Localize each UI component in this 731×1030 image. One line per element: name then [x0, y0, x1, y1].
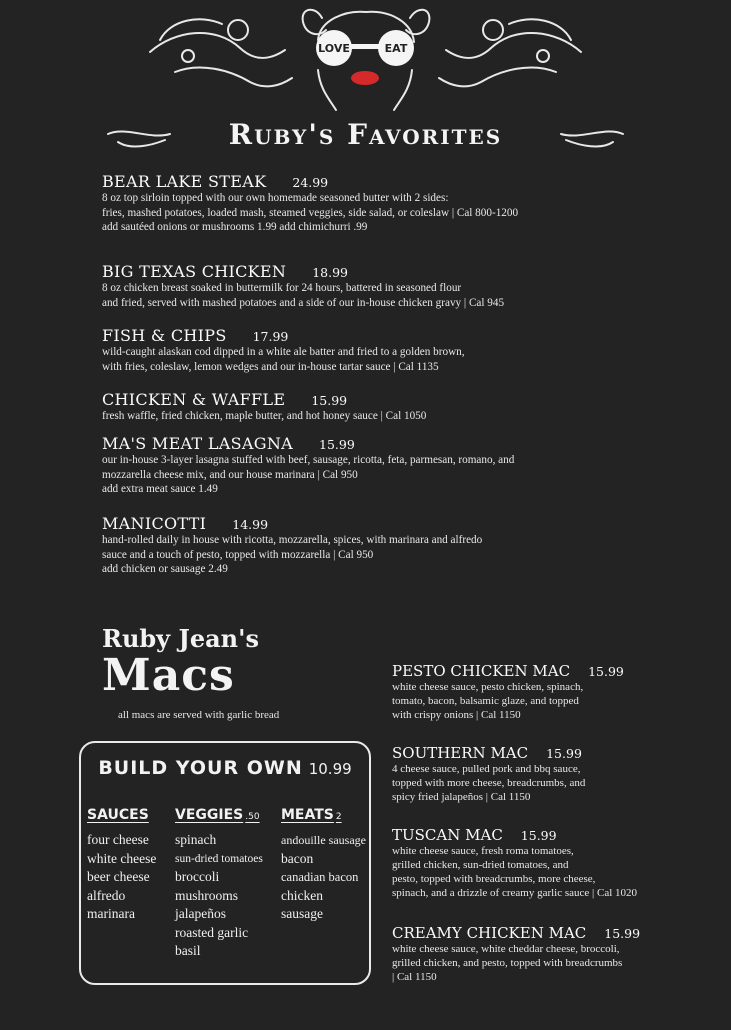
menu-item: [102, 172, 702, 235]
list-item: broccoli: [175, 869, 220, 884]
list-item: mushrooms: [175, 887, 239, 903]
menu-item: [102, 390, 702, 424]
mac-item: [392, 924, 712, 984]
byo-price: 10.99: [308, 760, 352, 778]
list-item: jalapeños: [175, 906, 226, 921]
item-price: 18.99: [312, 265, 349, 280]
mac-price: 15.99: [588, 664, 624, 679]
item-name: BEAR LAKE STEAK: [102, 172, 267, 191]
item-description: 8 oz chicken breast soaked in buttermilk for 24 hours, battered in seasoned flour and fried, served with mashed potatoes and a side of our in-house chicken gravy | Cal 945: [102, 282, 505, 309]
menu-item: [102, 326, 702, 374]
mac-name: SOUTHERN MAC: [392, 744, 529, 762]
macs-heading-small: Ruby Jean's: [102, 624, 259, 653]
byo-column-meats: [281, 807, 366, 924]
list-item: canadian bacon: [281, 870, 359, 884]
mac-description: 4 cheese sauce, pulled pork and bbq sauce, topped with more cheese, breadcrumbs, and spicy fried jalapeños | Cal 1150: [392, 763, 586, 803]
mac-description: white cheese sauce, fresh roma tomatoes, grilled chicken, sun-dried tomatoes, and pesto, topped with breadcrumbs, more cheese, spinach, and a drizzle of creamy garlic sauce | Cal 1020: [392, 845, 638, 899]
byo-column-sauces: [87, 807, 156, 924]
mac-price: 15.99: [604, 926, 641, 941]
item-name: MA'S MEAT LASAGNA: [102, 434, 294, 453]
item-description: 8 oz top sirloin topped with our own homemade seasoned butter with 2 sides: fries, mashed potatoes, loaded mash, steamed veggies, side salad, or coleslaw | Cal 800-1200: [102, 192, 519, 219]
mac-item: [392, 744, 712, 804]
list-item: beer cheese: [87, 869, 150, 884]
item-price: 15.99: [311, 393, 348, 408]
item-name: FISH & CHIPS: [102, 326, 227, 345]
list-item: spinach: [175, 832, 217, 847]
mac-description: white cheese sauce, white cheddar cheese, broccoli, grilled chicken, and pesto, topped with breadcrumbs | Cal 1150: [392, 943, 623, 983]
lips-icon: [351, 71, 379, 85]
mac-item: [392, 662, 712, 722]
item-description: wild-caught alaskan cod dipped in a white ale batter and fried to a golden brown, with fries, coleslaw, lemon wedges and our in-house tartar sauce | Cal 1135: [102, 346, 465, 373]
item-name: MANICOTTI: [102, 514, 207, 533]
list-item: chicken: [281, 887, 323, 903]
list-item: basil: [175, 943, 201, 958]
byo-column-veggies: [175, 807, 263, 961]
byo-column-header: SAUCES: [87, 807, 149, 823]
mac-price: 15.99: [546, 746, 582, 761]
item-addon: add chicken or sausage 2.49: [102, 563, 228, 575]
item-name: CHICKEN & WAFFLE: [102, 390, 286, 409]
build-your-own-box: [79, 741, 371, 985]
mac-name: CREAMY CHICKEN MAC: [392, 924, 587, 942]
item-price: 17.99: [252, 329, 289, 344]
item-addon: add sautéed onions or mushrooms 1.99 add chimichurri .99: [102, 221, 368, 233]
item-addon: add extra meat sauce 1.49: [102, 483, 218, 495]
list-item: roasted garlic: [175, 924, 249, 940]
mac-name: TUSCAN MAC: [392, 826, 503, 844]
mac-name: PESTO CHICKEN MAC: [392, 662, 571, 680]
list-item: sausage: [281, 906, 323, 921]
svg-text:EAT: EAT: [384, 42, 408, 55]
menu-item: [102, 434, 702, 497]
item-name: BIG TEXAS CHICKEN: [102, 262, 287, 281]
item-description: fresh waffle, fried chicken, maple butter, and hot honey sauce | Cal 1050: [102, 410, 427, 422]
byo-column-price: .50: [245, 812, 260, 822]
mac-description: white cheese sauce, pesto chicken, spinach, tomato, bacon, balsamic glaze, and topped with crispy onions | Cal 1150: [392, 681, 584, 721]
svg-text:LOVE: LOVE: [318, 42, 350, 55]
mac-price: 15.99: [520, 828, 557, 843]
list-item: white cheese: [87, 850, 157, 866]
list-item: sun-dried tomatoes: [175, 852, 263, 865]
item-price: 14.99: [232, 517, 269, 532]
list-item: bacon: [281, 850, 314, 866]
menu-item: [102, 514, 702, 577]
byo-column-price: 2: [335, 812, 342, 822]
list-item: four cheese: [87, 832, 149, 847]
section-title-favorites: Ruby's Favorites: [228, 118, 503, 151]
byo-title-row: [81, 757, 369, 779]
byo-column-header: VEGGIES .50: [175, 807, 260, 823]
macs-heading-large: Macs: [102, 650, 235, 701]
mac-item: [392, 826, 712, 900]
byo-title: BUILD YOUR OWN: [98, 757, 303, 779]
list-item: andouille sausage: [281, 833, 366, 847]
list-item: marinara: [87, 906, 135, 921]
macs-note: all macs are served with garlic bread: [118, 709, 280, 721]
item-description: our in-house 3-layer lasagna stuffed with beef, sausage, ricotta, feta, parmesan, romano, and mozzarella cheese mix, and our house marinara | Cal 950: [102, 454, 515, 481]
list-item: alfredo: [87, 887, 126, 903]
item-price: 15.99: [319, 437, 355, 452]
item-price: 24.99: [292, 175, 329, 190]
byo-column-header: MEATS 2: [281, 807, 342, 823]
item-description: hand-rolled daily in house with ricotta, mozzarella, spices, with marinara and alfredo sauce and a touch of pesto, topped with mozzarella | Cal 950: [102, 534, 483, 561]
menu-item: [102, 262, 702, 310]
